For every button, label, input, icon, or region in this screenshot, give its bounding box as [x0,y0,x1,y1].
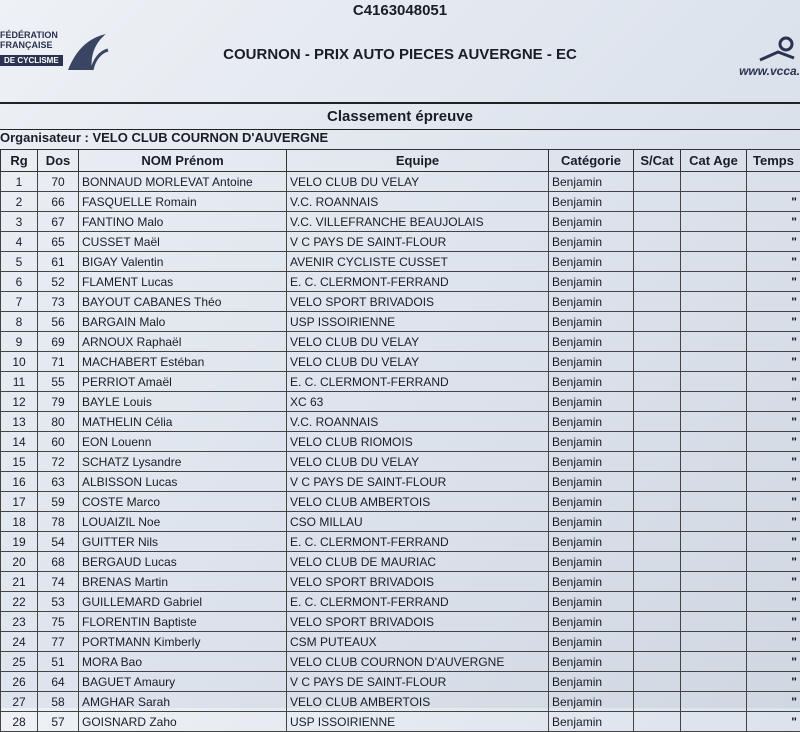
team-cell: VELO CLUB AMBERTOIS [287,692,549,712]
time-cell: " [747,632,800,652]
name-cell: MATHELIN Célia [79,412,287,432]
team-cell: E. C. CLERMONT-FERRAND [287,592,549,612]
rank-cell: 22 [1,592,38,612]
table-row [1,612,800,632]
subcategory-cell [634,432,681,452]
subcategory-cell [634,272,681,292]
rank-cell: 8 [1,312,38,332]
category-cell: Benjamin [549,632,634,652]
name-cell: BAGUET Amaury [79,672,287,692]
time-cell: " [747,412,800,432]
table-row [1,272,800,292]
bib-cell: 79 [38,392,79,412]
team-cell: VELO SPORT BRIVADOIS [287,292,549,312]
category-cell: Benjamin [549,472,634,492]
time-cell: " [747,252,800,272]
name-cell: BIGAY Valentin [79,252,287,272]
team-cell: VELO CLUB DE MAURIAC [287,552,549,572]
team-cell: V.C. ROANNAIS [287,412,549,432]
age-category-cell [681,652,747,672]
bib-cell: 73 [38,292,79,312]
table-row [1,712,800,732]
name-cell: FLAMENT Lucas [79,272,287,292]
team-cell: VELO CLUB RIOMOIS [287,432,549,452]
name-cell: GUILLEMARD Gabriel [79,592,287,612]
subcategory-cell [634,612,681,632]
table-row [1,572,800,592]
bib-cell: 65 [38,232,79,252]
category-cell: Benjamin [549,432,634,452]
time-cell: " [747,392,800,412]
rank-cell: 17 [1,492,38,512]
bib-cell: 70 [38,172,79,192]
team-cell: E. C. CLERMONT-FERRAND [287,532,549,552]
name-cell: ALBISSON Lucas [79,472,287,492]
ranking-banner: Classement épreuve [0,102,800,130]
team-cell: VELO CLUB DU VELAY [287,172,549,192]
rank-cell: 24 [1,632,38,652]
age-category-cell [681,552,747,572]
category-cell: Benjamin [549,552,634,572]
logo-line-2: FRANÇAISE [0,40,120,50]
table-row [1,492,800,512]
name-cell: FANTINO Malo [79,212,287,232]
time-cell: " [747,532,800,552]
logo-line-3: DE CYCLISME [0,55,63,66]
age-category-cell [681,572,747,592]
category-cell: Benjamin [549,412,634,432]
name-cell: EON Louenn [79,432,287,452]
name-cell: PORTMANN Kimberly [79,632,287,652]
col-header-time: Temps [747,150,800,172]
bib-cell: 68 [38,552,79,572]
time-cell: " [747,312,800,332]
team-cell: E. C. CLERMONT-FERRAND [287,372,549,392]
rank-cell: 10 [1,352,38,372]
age-category-cell [681,612,747,632]
category-cell: Benjamin [549,532,634,552]
category-cell: Benjamin [549,372,634,392]
age-category-cell [681,352,747,372]
subcategory-cell [634,412,681,432]
age-category-cell [681,252,747,272]
subcategory-cell [634,452,681,472]
bib-cell: 64 [38,672,79,692]
bib-cell: 77 [38,632,79,652]
age-category-cell [681,712,747,732]
race-title: COURNON - PRIX AUTO PIECES AUVERGNE - EC [0,46,800,63]
bib-cell: 56 [38,312,79,332]
subcategory-cell [634,672,681,692]
subcategory-cell [634,232,681,252]
subcategory-cell [634,292,681,312]
age-category-cell [681,452,747,472]
subcategory-cell [634,352,681,372]
team-cell: V.C. VILLEFRANCHE BEAUJOLAIS [287,212,549,232]
table-row [1,292,800,312]
table-row [1,632,800,652]
team-cell: V C PAYS DE SAINT-FLOUR [287,672,549,692]
time-cell: " [747,372,800,392]
time-cell: " [747,292,800,312]
rank-cell: 7 [1,292,38,312]
name-cell: ARNOUX Raphaël [79,332,287,352]
bib-cell: 69 [38,332,79,352]
age-category-cell [681,512,747,532]
name-cell: CUSSET Maël [79,232,287,252]
category-cell: Benjamin [549,292,634,312]
time-cell: " [747,692,800,712]
team-cell: V C PAYS DE SAINT-FLOUR [287,232,549,252]
subcategory-cell [634,212,681,232]
bib-cell: 53 [38,592,79,612]
subcategory-cell [634,392,681,412]
time-cell: " [747,612,800,632]
time-cell: " [747,352,800,372]
subcategory-cell [634,592,681,612]
age-category-cell [681,472,747,492]
table-row [1,512,800,532]
age-category-cell [681,272,747,292]
table-row [1,552,800,572]
team-cell: USP ISSOIRIENNE [287,712,549,732]
team-cell: V C PAYS DE SAINT-FLOUR [287,472,549,492]
col-header-team: Equipe [287,150,549,172]
rank-cell: 13 [1,412,38,432]
category-cell: Benjamin [549,572,634,592]
name-cell: GOISNARD Zaho [79,712,287,732]
time-cell: " [747,492,800,512]
table-row [1,392,800,412]
category-cell: Benjamin [549,332,634,352]
subcategory-cell [634,552,681,572]
age-category-cell [681,232,747,252]
age-category-cell [681,492,747,512]
subcategory-cell [634,532,681,552]
team-cell: XC 63 [287,392,549,412]
col-header-rank: Rg [1,150,38,172]
time-cell: " [747,232,800,252]
table-row [1,252,800,272]
team-cell: VELO CLUB DU VELAY [287,352,549,372]
rank-cell: 9 [1,332,38,352]
category-cell: Benjamin [549,252,634,272]
subcategory-cell [634,472,681,492]
category-cell: Benjamin [549,172,634,192]
time-cell: " [747,552,800,572]
category-cell: Benjamin [549,312,634,332]
table-row [1,212,800,232]
team-cell: AVENIR CYCLISTE CUSSET [287,252,549,272]
time-cell: " [747,272,800,292]
category-cell: Benjamin [549,452,634,472]
col-header-subcategory: S/Cat [634,150,681,172]
rank-cell: 15 [1,452,38,472]
time-cell: " [747,192,800,212]
website-label: www.vcca. [739,64,800,78]
name-cell: FASQUELLE Romain [79,192,287,212]
table-row [1,652,800,672]
category-cell: Benjamin [549,612,634,632]
name-cell: GUITTER Nils [79,532,287,552]
subcategory-cell [634,572,681,592]
category-cell: Benjamin [549,652,634,672]
time-cell: " [747,432,800,452]
name-cell: MORA Bao [79,652,287,672]
name-cell: PERRIOT Amaël [79,372,287,392]
subcategory-cell [634,692,681,712]
category-cell: Benjamin [549,392,634,412]
time-cell: " [747,712,800,732]
subcategory-cell [634,332,681,352]
age-category-cell [681,172,747,192]
name-cell: LOUAIZIL Noe [79,512,287,532]
bib-cell: 54 [38,532,79,552]
age-category-cell [681,372,747,392]
category-cell: Benjamin [549,712,634,732]
results-body [1,172,800,732]
age-category-cell [681,672,747,692]
time-cell: " [747,212,800,232]
age-category-cell [681,292,747,312]
time-cell: " [747,452,800,472]
category-cell: Benjamin [549,192,634,212]
category-cell: Benjamin [549,692,634,712]
table-row [1,312,800,332]
bib-cell: 80 [38,412,79,432]
table-row [1,452,800,472]
time-cell: " [747,672,800,692]
rank-cell: 4 [1,232,38,252]
name-cell: BAYOUT CABANES Théo [79,292,287,312]
time-cell: " [747,472,800,492]
time-cell: " [747,572,800,592]
table-row [1,332,800,352]
time-cell: " [747,332,800,352]
team-cell: VELO CLUB AMBERTOIS [287,492,549,512]
logo-line-1: FÉDÉRATION [0,30,120,40]
subcategory-cell [634,252,681,272]
table-row [1,692,800,712]
rank-cell: 19 [1,532,38,552]
category-cell: Benjamin [549,512,634,532]
bib-cell: 59 [38,492,79,512]
rank-cell: 16 [1,472,38,492]
rank-cell: 1 [1,172,38,192]
table-row [1,412,800,432]
rank-cell: 6 [1,272,38,292]
table-row [1,472,800,492]
age-category-cell [681,212,747,232]
organizer-line: Organisateur : VELO CLUB COURNON D'AUVERGNE [0,129,800,147]
category-cell: Benjamin [549,212,634,232]
team-cell: VELO CLUB DU VELAY [287,452,549,472]
age-category-cell [681,412,747,432]
rank-cell: 21 [1,572,38,592]
name-cell: SCHATZ Lysandre [79,452,287,472]
subcategory-cell [634,512,681,532]
table-row [1,672,800,692]
rank-cell: 26 [1,672,38,692]
name-cell: BERGAUD Lucas [79,552,287,572]
age-category-cell [681,692,747,712]
table-row [1,592,800,612]
bib-cell: 72 [38,452,79,472]
category-cell: Benjamin [549,592,634,612]
team-cell: VELO CLUB COURNON D'AUVERGNE [287,652,549,672]
table-row [1,172,800,192]
bib-cell: 75 [38,612,79,632]
category-cell: Benjamin [549,272,634,292]
subcategory-cell [634,172,681,192]
age-category-cell [681,332,747,352]
age-category-cell [681,532,747,552]
col-header-category: Catégorie [549,150,634,172]
bib-cell: 63 [38,472,79,492]
bib-cell: 57 [38,712,79,732]
time-cell: " [747,512,800,532]
time-cell: " [747,652,800,672]
rank-cell: 11 [1,372,38,392]
bib-cell: 71 [38,352,79,372]
rank-cell: 12 [1,392,38,412]
rank-cell: 14 [1,432,38,452]
name-cell: BRENAS Martin [79,572,287,592]
bib-cell: 55 [38,372,79,392]
table-row [1,232,800,252]
age-category-cell [681,432,747,452]
age-category-cell [681,592,747,612]
rank-cell: 5 [1,252,38,272]
name-cell: MACHABERT Estéban [79,352,287,372]
name-cell: BONNAUD MORLEVAT Antoine [79,172,287,192]
bib-cell: 61 [38,252,79,272]
subcategory-cell [634,712,681,732]
subcategory-cell [634,312,681,332]
col-header-age-category: Cat Age [681,150,747,172]
bib-cell: 58 [38,692,79,712]
name-cell: BAYLE Louis [79,392,287,412]
rank-cell: 18 [1,512,38,532]
age-category-cell [681,392,747,412]
subcategory-cell [634,492,681,512]
time-cell [747,172,800,192]
rank-cell: 27 [1,692,38,712]
table-row [1,372,800,392]
rank-cell: 3 [1,212,38,232]
results-table [0,149,800,732]
bib-cell: 67 [38,212,79,232]
table-row [1,532,800,552]
name-cell: AMGHAR Sarah [79,692,287,712]
bib-cell: 51 [38,652,79,672]
bib-cell: 60 [38,432,79,452]
team-cell: VELO SPORT BRIVADOIS [287,612,549,632]
category-cell: Benjamin [549,492,634,512]
bib-cell: 78 [38,512,79,532]
team-cell: E. C. CLERMONT-FERRAND [287,272,549,292]
team-cell: CSM PUTEAUX [287,632,549,652]
table-header-row [1,150,800,172]
col-header-name: NOM Prénom [79,150,287,172]
table-row [1,432,800,452]
category-cell: Benjamin [549,232,634,252]
col-header-bib: Dos [38,150,79,172]
race-id: C4163048051 [0,2,800,19]
bib-cell: 74 [38,572,79,592]
rank-cell: 20 [1,552,38,572]
age-category-cell [681,312,747,332]
subcategory-cell [634,372,681,392]
bib-cell: 66 [38,192,79,212]
table-row [1,192,800,212]
age-category-cell [681,632,747,652]
subcategory-cell [634,192,681,212]
rank-cell: 28 [1,712,38,732]
time-cell: " [747,592,800,612]
rank-cell: 2 [1,192,38,212]
team-cell: CSO MILLAU [287,512,549,532]
team-cell: USP ISSOIRIENNE [287,312,549,332]
subcategory-cell [634,652,681,672]
subcategory-cell [634,632,681,652]
name-cell: FLORENTIN Baptiste [79,612,287,632]
table-row [1,352,800,372]
category-cell: Benjamin [549,672,634,692]
team-cell: V.C. ROANNAIS [287,192,549,212]
category-cell: Benjamin [549,352,634,372]
bib-cell: 52 [38,272,79,292]
name-cell: COSTE Marco [79,492,287,512]
age-category-cell [681,192,747,212]
rank-cell: 23 [1,612,38,632]
team-cell: VELO CLUB DU VELAY [287,332,549,352]
name-cell: BARGAIN Malo [79,312,287,332]
rank-cell: 25 [1,652,38,672]
team-cell: VELO SPORT BRIVADOIS [287,572,549,592]
